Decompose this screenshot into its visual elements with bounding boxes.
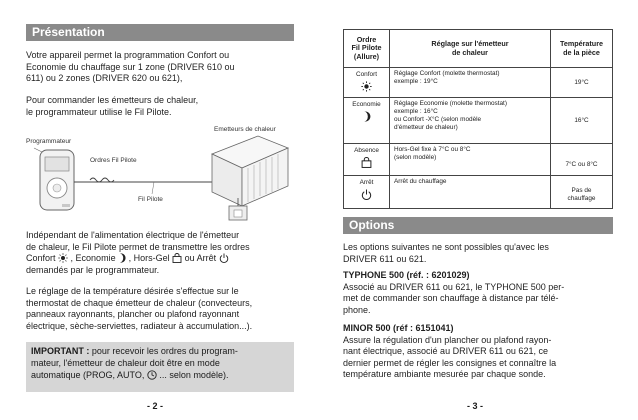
setting-line: d'émetteur de chaleur): [394, 124, 458, 131]
typhone-line: Associé au DRIVER 611 ou 621, le TYPHONE 500 per-: [343, 281, 565, 292]
mode-label: Absence: [354, 147, 379, 154]
header-order-line: Fil Pilote: [351, 43, 382, 53]
page-number-left: - 2 -: [147, 401, 164, 411]
confort-label: Confort: [26, 253, 56, 264]
important-label: IMPORTANT :: [31, 346, 90, 356]
mode-label: Economie: [352, 101, 381, 108]
important-line3-before: automatique (PROG, AUTO,: [31, 369, 145, 380]
table-row: [344, 144, 613, 176]
options-heading: [343, 217, 613, 234]
important-line1-rest: pour recevoir les ordres du program-: [89, 346, 238, 356]
options-heading-text: Options: [349, 218, 395, 232]
options-intro-line: Les options suivantes ne sont possibles qu'avec les: [343, 242, 549, 252]
header-temp-line: Température: [559, 39, 603, 48]
options-intro-line: DRIVER 611 ou 621.: [343, 253, 427, 264]
temperature-cell: [551, 98, 613, 144]
important-line3: [31, 370, 289, 382]
table-row: [344, 68, 613, 98]
setting-line: Le réglage de la température désirée s'effectue sur le: [26, 286, 239, 296]
horsgel-label: , Hors-Gel: [128, 253, 170, 264]
setting-paragraph: [26, 286, 298, 332]
table-row: [344, 176, 613, 209]
mode-label: Arrêt: [359, 179, 374, 186]
setting-line: Arrêt du chauffage: [394, 178, 447, 185]
temperature-value: 19°C: [574, 78, 589, 86]
programmer-device-icon: [34, 148, 74, 210]
presentation-heading: [26, 24, 294, 41]
header-temperature: [551, 30, 613, 68]
minor-line: dernier permet de régler les consignes et connaître la: [343, 357, 557, 368]
illustration-drawing: [26, 124, 294, 224]
setting-cell: [390, 176, 551, 209]
modes-line: [26, 253, 298, 265]
header-order-line: (Allure): [353, 51, 380, 61]
mode-cell: [344, 68, 390, 98]
power-icon: [219, 253, 229, 263]
setting-line: exemple : 16°C: [394, 108, 438, 115]
frost-icon: [361, 157, 372, 168]
setting-cell: [390, 98, 551, 144]
power-icon: [361, 189, 372, 200]
presentation-heading-text: Présentation: [32, 25, 105, 39]
demanded-line: demandés par le programmateur.: [26, 264, 160, 275]
fil-pilote-illustration: [26, 124, 294, 224]
important-line: [31, 346, 289, 358]
header-setting-line: de chaleur: [452, 47, 488, 57]
frost-icon: [172, 253, 182, 263]
typhone-title: TYPHONE 500 (réf. : 6201029): [343, 270, 470, 280]
setting-cell: [390, 68, 551, 98]
setting-line: panneaux rayonnants, plancher ou plafond rayonnant: [26, 309, 240, 320]
options-intro: [343, 242, 619, 265]
setting-line: Réglage Confort (molette thermostat): [394, 70, 500, 77]
typhone-line: met de commander son chauffage à distance par télé-: [343, 293, 559, 304]
programmer-label: Programmateur: [26, 138, 72, 145]
fil-pilote-table: [343, 29, 613, 209]
important-line2: mateur, l'émetteur de chaleur doit être en mode: [31, 357, 220, 368]
intro-line: Economie du chauffage sur 1 zone (DRIVER 610 ou: [26, 61, 235, 72]
setting-line: exemple : 19°C: [394, 78, 438, 85]
mode-cell: [344, 176, 390, 209]
temperature-cell: [551, 68, 613, 98]
intro-paragraph: [26, 50, 296, 85]
header-temp-line: de la pièce: [563, 47, 600, 57]
mode-cell: [344, 98, 390, 144]
orders-label: Ordres Fil Pilote: [90, 157, 137, 164]
setting-cell: [390, 144, 551, 176]
setting-line: ou Confort -X°C (selon modèle: [394, 116, 482, 123]
table-header-row: [344, 30, 613, 68]
important-line3-after: ... selon modèle).: [159, 369, 229, 380]
temperature-value: chauffage: [567, 195, 596, 202]
minor-line: nant électrique, associé au DRIVER 611 ou 621, ce: [343, 346, 548, 357]
minor-line: Assure la régulation d'un plancher ou plafond rayon-: [343, 334, 552, 345]
header-order-line: Ordre: [356, 34, 377, 44]
independent-line: Indépendant de l'alimentation électrique de l'émetteur: [26, 230, 240, 240]
typhone-line: phone.: [343, 304, 371, 315]
right-page: [319, 0, 638, 420]
temperature-cell: [551, 144, 613, 176]
heater-icon: [212, 136, 288, 206]
setting-line: (selon modèle): [394, 154, 437, 161]
command-line: Pour commander les émetteurs de chaleur,: [26, 95, 199, 105]
setting-line: électrique, sèche-serviettes, radiateur à accumulation...).: [26, 320, 253, 331]
emitters-label: Emetteurs de chaleur: [214, 126, 276, 133]
minor-line: température ambiante mesurée par chaque sonde.: [343, 369, 546, 380]
economie-label: , Economie: [70, 253, 116, 264]
temperature-value: Pas de: [571, 187, 592, 194]
command-line: le programmateur utilise le Fil Pilote.: [26, 106, 172, 117]
intro-line: Votre appareil permet la programmation Confort ou: [26, 50, 230, 60]
minor-title: MINOR 500 (réf : 6151041): [343, 323, 454, 333]
header-setting-line: Réglage sur l'émetteur: [431, 39, 509, 48]
temperature-cell: [551, 176, 613, 209]
moon-icon: [362, 111, 371, 122]
intro-line: 611) ou 2 zones (DRIVER 620 ou 621),: [26, 73, 183, 84]
temperature-value: 7°C ou 8°C: [565, 161, 598, 168]
sun-icon: [361, 81, 372, 92]
command-paragraph: [26, 95, 296, 118]
header-setting: [390, 30, 551, 68]
header-order: [344, 30, 390, 68]
setting-line: thermostat de chaque émetteur de chaleur (convecteurs,: [26, 297, 253, 308]
minor-section: [343, 323, 619, 381]
mode-label: Confort: [356, 71, 377, 78]
wire-label: Fil Pilote: [138, 196, 163, 203]
independent-line: de chaleur, le Fil Pilote permet de transmettre les ordres: [26, 241, 250, 252]
page-number-right: - 3 -: [467, 401, 484, 411]
important-note: [26, 342, 294, 392]
mode-cell: [344, 144, 390, 176]
clock-icon: [147, 370, 157, 380]
setting-line: Hors-Gel fixe à 7°C ou 8°C: [394, 146, 471, 153]
moon-icon: [118, 253, 126, 263]
typhone-section: [343, 270, 619, 316]
setting-line: Réglage Economie (molette thermostat): [394, 100, 507, 107]
table-row: [344, 98, 613, 144]
temperature-value: 16°C: [574, 116, 589, 124]
independent-paragraph: [26, 230, 298, 276]
sun-icon: [58, 253, 68, 263]
ou-arret-label: ou Arrêt: [184, 253, 217, 264]
